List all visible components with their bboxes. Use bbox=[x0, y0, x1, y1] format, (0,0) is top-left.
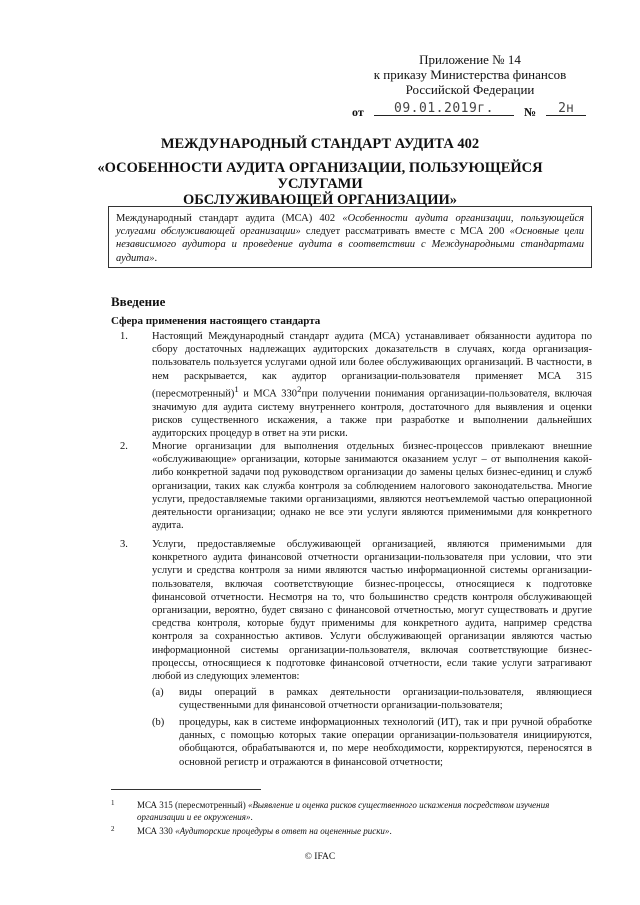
title-line-1: МЕЖДУНАРОДНЫЙ СТАНДАРТ АУДИТА 402 bbox=[160, 136, 480, 152]
copyright-notice: © IFAC bbox=[304, 852, 336, 862]
from-label: от bbox=[352, 105, 364, 119]
footnote-2-text-a: МСА 330 bbox=[137, 826, 176, 836]
footnote-marker: 1 bbox=[111, 799, 115, 807]
appendix-line-1: Приложение № 14 bbox=[419, 52, 521, 67]
footnote-1-text-b: «Выявление и оценка рисков существенного искажения посредством изучения организации и ее окружения» bbox=[137, 800, 550, 822]
box-text-1: Международный стандарт аудита (МСА) 402 bbox=[116, 213, 343, 224]
order-date: 09.01.2019г. bbox=[374, 101, 514, 116]
footnote-1-text-c: . bbox=[250, 811, 253, 822]
footnote-ref-1[interactable]: 1 bbox=[234, 383, 239, 394]
subitem-a-text: виды операций в рамках деятельности организации-пользователя, являющиеся существенными для финансовой отчетности организации-пользователя; bbox=[179, 687, 592, 712]
paragraph-number: 2. bbox=[120, 441, 128, 452]
subitem-a bbox=[152, 686, 592, 712]
box-text-4: «Основные цели независимого аудитора и проведение аудита в соответствии с Международными стандартами аудита» bbox=[116, 226, 584, 264]
paragraph-1-text-b: и МСА 330 bbox=[238, 388, 298, 400]
footnote-1 bbox=[111, 800, 591, 823]
number-label: № bbox=[524, 105, 537, 119]
paragraph-1-text-c: при получении понимания организации-пользователя, включая значимую для аудита систему внутреннего контроля, достаточного для выявления и оценки рисков существенного искажения, а также при разработке и выполнении дальнейших аудиторских процедур в ответ на эти риски. bbox=[152, 388, 592, 439]
order-reference bbox=[352, 101, 592, 119]
order-number: 2н bbox=[546, 101, 586, 116]
paragraph-2 bbox=[120, 440, 592, 532]
document-title bbox=[60, 136, 580, 208]
paragraph-3 bbox=[120, 538, 592, 683]
footnote-2-text-b: «Аудиторские процедуры в ответ на оцененные риски» bbox=[175, 826, 390, 836]
subitem-marker: (a) bbox=[152, 687, 164, 698]
appendix-line-2: к приказу Министерства финансов bbox=[373, 67, 567, 82]
subitem-marker: (b) bbox=[152, 717, 165, 728]
paragraph-3-text: Услуги, предоставляемые обслуживающей организацией, являются применимыми для конкретного аудита финансовой отчетности организации-пользователя при условии, что эти услуги и средства контроля за ними являются частью информационной системы организации-пользователя, включая соответствующие бизнес-процессы, относящиеся к подготовке финансовой отчетности. Несмотря на то, что большинство средств контроля обслуживающей организации, вероятно, будет связано с финансовой отчетностью, могут существовать и другие средства контроля, которые будут применимы для конкретного аудита, например средства контроля за сохранностью активов. Услуги обслуживающей организации являются частью информационной системы организации-пользователя, включая соответствующие бизнес-процессы, относящиеся к подготовке финансовой отчетности, если такие услуги затрагивают любой из следующих элементов: bbox=[152, 539, 592, 683]
subitem-b bbox=[152, 716, 592, 769]
footnote-divider bbox=[111, 789, 261, 790]
standard-note-box bbox=[108, 206, 592, 268]
subitem-b-text: процедуры, как в системе информационных технологий (ИТ), так и при ручной обработке данных, с помощью которых такие операции организации-пользователя инициируются, обобщаются, обрабатываются и, по мере необходимости, корректируются, переносятся в основной регистр и отражаются в финансовой отчетности; bbox=[179, 717, 592, 768]
footnote-2-text-c: . bbox=[389, 826, 392, 836]
box-text-2: «Особенности аудита организации, пользующейся услугами обслуживающей организации» bbox=[116, 213, 585, 238]
appendix-block bbox=[350, 52, 590, 97]
paragraph-2-text: Многие организации для выполнения отдельных бизнес-процессов привлекают внешние «обслуживающие» организации, которые занимаются оказанием услуг – от выполнения какой-либо конкретной задачи под руководством организации до замены целых бизнес-единиц и служб организации, таких как служба контроля за соблюдением налогового законодательства. Многие услуги, предоставляемые такими организациями, являются неотъемлемой частью операционной деятельности организации; однако не все эти услуги являются применимыми для конкретного аудита. bbox=[152, 441, 592, 532]
appendix-line-3: Российской Федерации bbox=[405, 82, 535, 97]
footnote-ref-2[interactable]: 2 bbox=[297, 383, 302, 394]
footnote-1-text-a: МСА 315 (пересмотренный) bbox=[137, 800, 248, 810]
title-line-2: «ОСОБЕННОСТИ АУДИТА ОРГАНИЗАЦИИ, ПОЛЬЗУЮЩЕЙСЯ УСЛУГАМИ bbox=[97, 160, 543, 192]
paragraph-number: 3. bbox=[120, 539, 128, 550]
title-line-3: ОБСЛУЖИВАЮЩЕЙ ОРГАНИЗАЦИИ» bbox=[182, 192, 457, 208]
paragraph-1 bbox=[120, 330, 592, 440]
footnote-2 bbox=[111, 826, 591, 838]
box-text-5: . bbox=[154, 252, 158, 264]
paragraph-number: 1. bbox=[120, 331, 128, 342]
heading-scope: Сфера применения настоящего стандарта bbox=[111, 315, 321, 327]
paragraph-1-text-a: Настоящий Международный стандарт аудита (МСА) устанавливает обязанности аудитора по сбору достаточных надлежащих аудиторских доказательств в случаях, когда организация-пользователь пользуется услугами одной или более обслуживающих организаций. В частности, в нем раскрывается, как аудитор организации-пользователя применяет МСА 315 (пересмотренный) bbox=[152, 331, 592, 400]
heading-introduction: Введение bbox=[111, 294, 166, 309]
footnote-marker: 2 bbox=[111, 825, 115, 833]
box-text-3: следует рассматривать вместе с МСА 200 bbox=[300, 226, 510, 238]
